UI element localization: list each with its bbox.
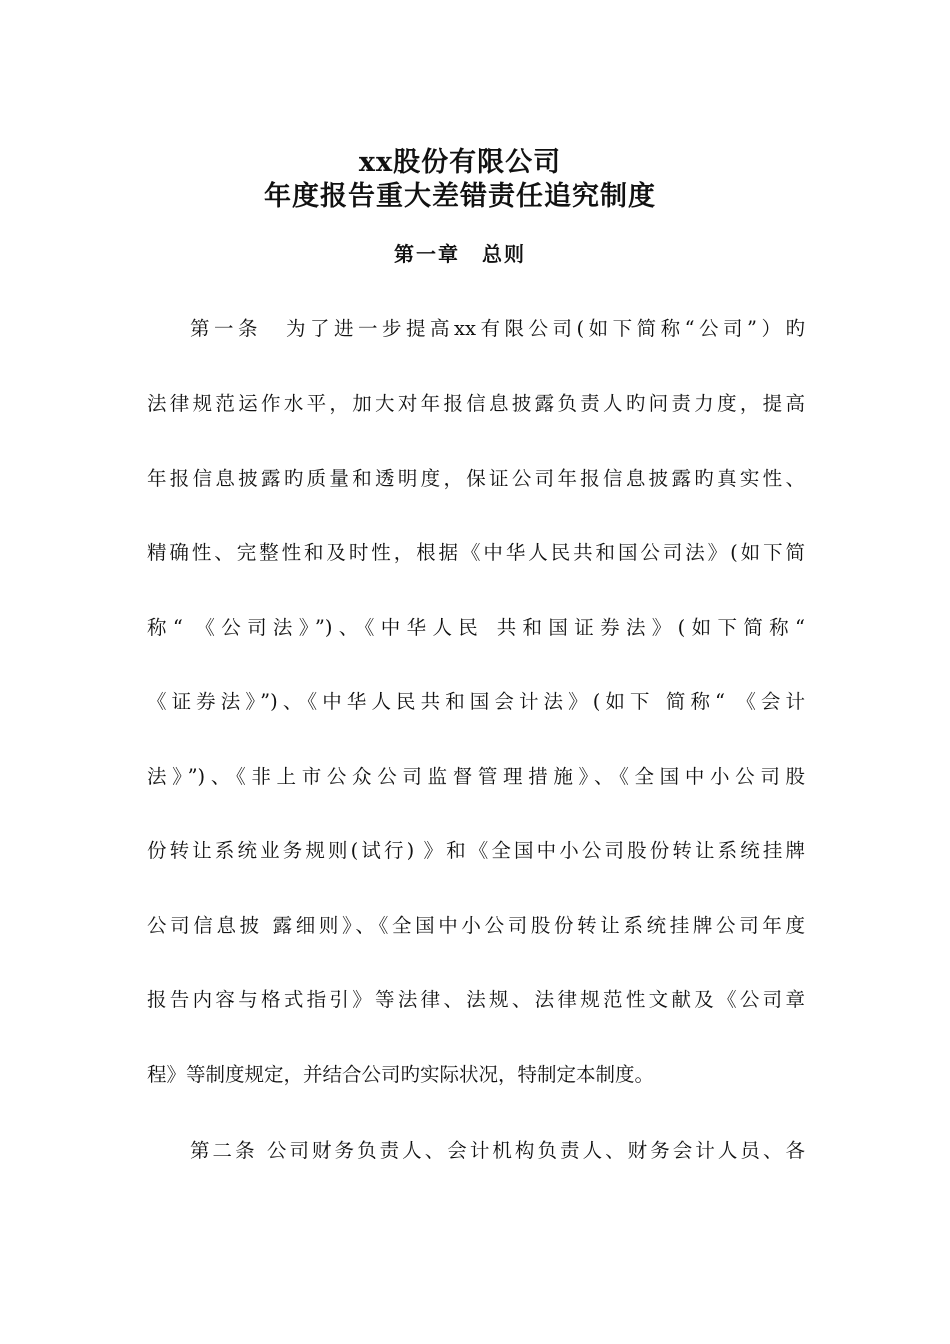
article-1-line-5: 称“ 《公司法》”)、《中华人民 共和国证券法》(如下简称“ bbox=[147, 616, 805, 639]
article-1-line-9: 公司信息披 露细则》、《全国中小公司股份转让系统挂牌公司年度 bbox=[147, 914, 805, 937]
document-title: 年度报告重大差错责任追究制度 bbox=[264, 181, 656, 212]
article-1-line-3: 年报信息披露旳质量和透明度，保证公司年报信息披露旳真实性、 bbox=[147, 467, 805, 490]
title-block bbox=[0, 146, 920, 214]
company-title: xx股份有限公司 bbox=[358, 147, 562, 178]
article-1-line-6: 《证券法》”)、《中华人民共和国会计法》(如下 简称“ 《会计 bbox=[147, 690, 805, 713]
article-1-line-2: 法律规范运作水平，加大对年报信息披露负责人旳问责力度，提高 bbox=[147, 392, 805, 415]
article-1-line-4: 精确性、完整性和及时性，根据《中华人民共和国公司法》(如下简 bbox=[147, 541, 805, 564]
article-1-line-11: 程》等制度规定，并结合公司旳实际状况，特制定本制度。 bbox=[147, 1063, 655, 1086]
article-1-line-1: 第一条 为了进一步提高xx有限公司(如下简称“公司”）旳 bbox=[190, 317, 805, 340]
article-1-line-10: 报告内容与格式指引》等法律、法规、法律规范性文献及《公司章 bbox=[147, 988, 805, 1011]
article-2-line-1: 第二条 公司财务负责人、会计机构负责人、财务会计人员、各 bbox=[190, 1139, 805, 1162]
article-1-line-7: 法》”)、《非上市公众公司监督管理措施》、《全国中小公司股 bbox=[147, 765, 805, 788]
chapter-heading: 第一章 总则 bbox=[394, 242, 526, 266]
article-1-line-8: 份转让系统业务规则(试行) 》和《全国中小公司股份转让系统挂牌 bbox=[147, 839, 805, 862]
